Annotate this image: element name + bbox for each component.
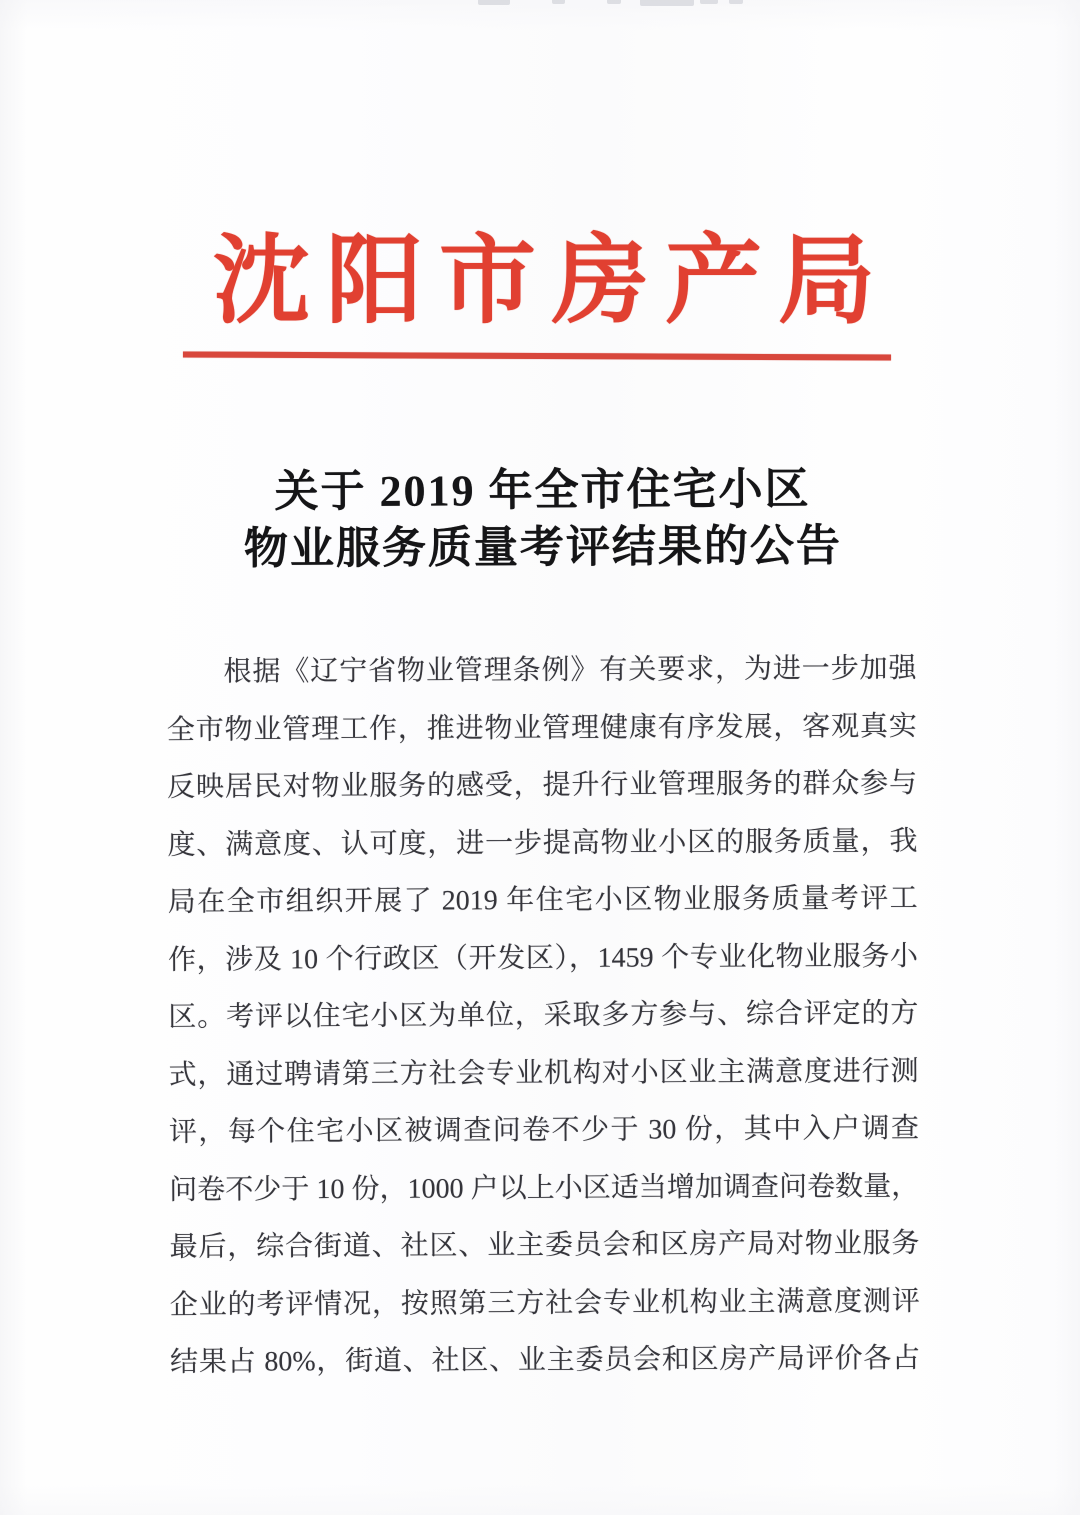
body-line: 度、满意度、认可度，进一步提高物业小区的服务质量，我 [167, 825, 918, 861]
letterhead-char: 局 [778, 227, 875, 335]
scan-artifact [552, 0, 565, 4]
body-line: 局在全市组织开展了 2019 年住宅小区物业服务质量考评工 [167, 883, 918, 918]
scan-artifact [478, 0, 510, 5]
letterhead-divider [183, 351, 891, 360]
scan-artifact [640, 0, 694, 6]
scan-artifact [729, 0, 743, 4]
body-line: 反映居民对物业服务的感受，提升行业管理服务的群众参与 [167, 768, 918, 803]
body-line: 区。考评以住宅小区为单位，采取多方参与、综合评定的方 [168, 998, 919, 1033]
body-line: 结果占 80%，街道、社区、业主委员会和区房产局评价各占 [170, 1343, 921, 1378]
body-line: 问卷不少于 10 份，1000 户以上小区适当增加调查问卷数量， [169, 1170, 920, 1206]
title-line-1: 关于 2019 年全市住宅小区 [274, 464, 811, 517]
body-line: 企业的考评情况，按照第三方社会专业机构业主满意度测评 [169, 1285, 920, 1321]
letterhead-char: 房 [552, 227, 649, 335]
letterhead-char: 阳 [326, 227, 423, 335]
body-line: 式，通过聘请第三方社会专业机构对小区业主满意度进行测 [168, 1055, 919, 1091]
letterhead-char: 沈 [213, 227, 310, 335]
letterhead-char: 产 [665, 227, 762, 335]
scan-artifact [700, 0, 718, 4]
document-title [2, 459, 1080, 579]
body-line: 评，每个住宅小区被调查问卷不少于 30 份，其中入户调查 [168, 1113, 919, 1148]
document-body [166, 640, 920, 1391]
body-line: 最后，综合街道、社区、业主委员会和区房产局对物业服务 [169, 1228, 920, 1263]
letterhead-char: 市 [439, 227, 536, 335]
title-line-2: 物业服务质量考评结果的公告 [243, 521, 842, 574]
body-line: 作，涉及 10 个行政区（开发区），1459 个专业化物业服务小 [167, 940, 919, 976]
letterhead-agency-name [213, 222, 875, 340]
body-line: 根据《辽宁省物业管理条例》有关要求，为进一步加强 [223, 653, 917, 688]
scan-artifact [607, 0, 621, 4]
body-line: 全市物业管理工作，推进物业管理健康有序发展，客观真实 [166, 710, 917, 746]
